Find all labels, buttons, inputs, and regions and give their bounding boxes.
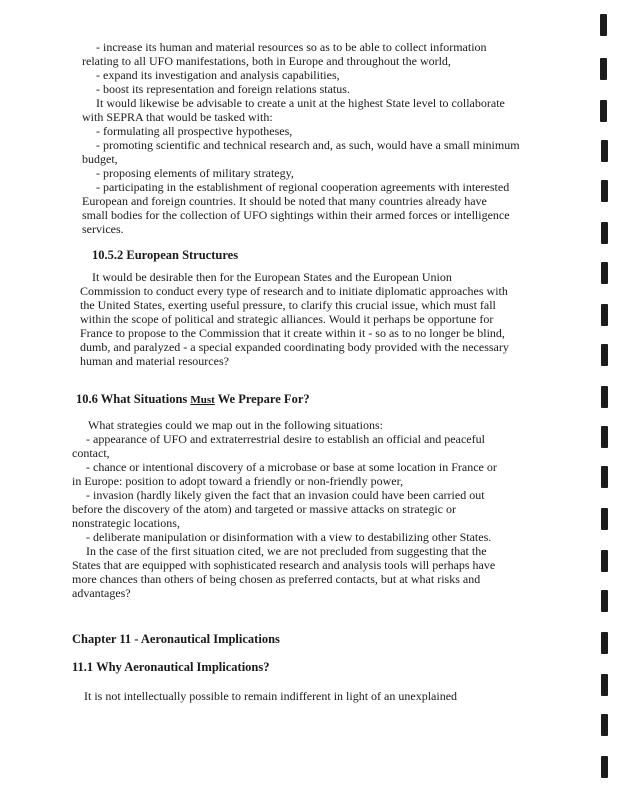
text-line: - increase its human and material resources so as to be able to collect information xyxy=(96,40,487,54)
text-line: In the case of the first situation cited, we are not precluded from suggesting that the xyxy=(86,544,487,558)
text-line: - invasion (hardly likely given the fact that an invasion could have been carried out xyxy=(86,488,485,502)
binder-mark xyxy=(601,262,608,284)
heading-text: 10.6 What Situations xyxy=(76,392,191,406)
text-line: dumb, and paralyzed - a special expanded coordinating body provided with the necessary xyxy=(80,340,509,354)
text-line: - formulating all prospective hypotheses, xyxy=(96,124,293,138)
binder-mark xyxy=(600,58,607,80)
binder-mark xyxy=(601,386,608,408)
binder-marks xyxy=(590,0,620,797)
binder-mark xyxy=(601,550,608,572)
binder-mark xyxy=(601,304,608,326)
text-line: - proposing elements of military strategy, xyxy=(96,166,294,180)
heading-text: We Prepare For? xyxy=(214,392,310,406)
text-line: It would be desirable then for the European States and the European Union xyxy=(92,270,452,284)
binder-mark xyxy=(601,344,608,366)
text-line: Commission to conduct every type of research and to initiate diplomatic approaches with xyxy=(80,284,508,298)
section-heading-10-5-2: 10.5.2 European Structures xyxy=(92,248,239,262)
text-line: before the discovery of the atom) and targeted or massive attacks on strategic or xyxy=(72,502,456,516)
text-line: with SEPRA that would be tasked with: xyxy=(82,110,273,124)
binder-mark xyxy=(601,674,608,696)
text-line: - boost its representation and foreign relations status. xyxy=(96,82,350,96)
section-11-1-body xyxy=(72,689,457,703)
text-line: - promoting scientific and technical research and, as such, would have a small minimum xyxy=(96,138,520,152)
opening-list-block xyxy=(82,40,520,236)
text-line: within the scope of political and strategic alliances. Would it perhaps be opportune for xyxy=(80,312,494,326)
text-line: It is not intellectually possible to remain indifferent in light of an unexplained xyxy=(84,689,458,703)
heading-emphasis: Must xyxy=(190,394,215,406)
text-line: - appearance of UFO and extraterrestrial desire to establish an official and peaceful xyxy=(86,432,485,446)
text-line: human and material resources? xyxy=(80,354,229,368)
text-line: It would likewise be advisable to create a unit at the highest State level to collaborate xyxy=(96,96,505,110)
binder-mark xyxy=(601,426,608,448)
section-heading-10-6 xyxy=(76,392,310,407)
section-10-6-body xyxy=(72,418,497,600)
text-line: - deliberate manipulation or disinformation with a view to destabilizing other States. xyxy=(86,530,492,544)
text-line: What strategies could we map out in the following situations: xyxy=(88,418,383,432)
text-line: small bodies for the collection of UFO sightings within their armed forces or intelligence xyxy=(82,208,510,222)
section-heading-11-1: 11.1 Why Aeronautical Implications? xyxy=(72,660,270,674)
text-line: more chances than others of being chosen as preferred contacts, but at what risks and xyxy=(72,572,481,586)
text-line: European and foreign countries. It should be noted that many countries already have xyxy=(82,194,487,208)
binder-mark xyxy=(601,590,608,612)
text-line: States that are equipped with sophisticated research and analysis tools will perhaps have xyxy=(72,558,496,572)
text-line: France to propose to the Commission that it create within it - so as to no longer be blind, xyxy=(80,326,505,340)
text-line: services. xyxy=(82,222,124,236)
text-line: advantages? xyxy=(72,586,131,600)
text-line: the United States, exerting useful pressure, to clarify this crucial issue, which must fall xyxy=(80,298,496,312)
text-line: contact, xyxy=(72,446,110,460)
binder-mark xyxy=(601,140,608,162)
binder-mark xyxy=(601,180,608,202)
section-10-5-2-body xyxy=(80,270,509,368)
text-line: relating to all UFO manifestations, both in Europe and throughout the world, xyxy=(82,54,451,68)
binder-mark xyxy=(601,508,608,530)
chapter-heading-11: Chapter 11 - Aeronautical Implications xyxy=(72,632,280,646)
text-line: - expand its investigation and analysis capabilities, xyxy=(96,68,340,82)
text-line: in Europe: position to adopt toward a friendly or non-friendly power, xyxy=(72,474,404,488)
binder-mark xyxy=(601,632,608,654)
text-line: - participating in the establishment of regional cooperation agreements with interested xyxy=(96,180,510,194)
text-line: nonstrategic locations, xyxy=(72,516,180,530)
binder-mark xyxy=(601,756,608,778)
binder-mark xyxy=(600,100,607,122)
text-line: - chance or intentional discovery of a microbase or base at some location in France or xyxy=(86,460,497,474)
binder-mark xyxy=(601,714,608,736)
binder-mark xyxy=(600,14,607,36)
binder-mark xyxy=(601,466,608,488)
binder-mark xyxy=(601,222,608,244)
text-line: budget, xyxy=(82,152,118,166)
